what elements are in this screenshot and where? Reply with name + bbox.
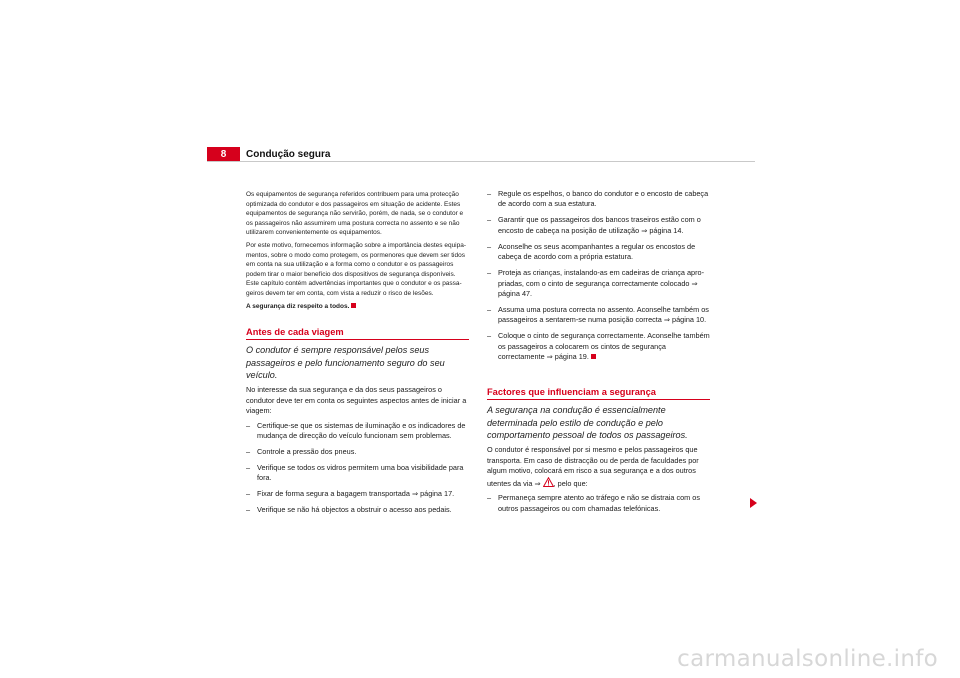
list-item[interactable]: – Garantir que os passageiros dos bancos traseiros estão com o encosto de cabeça na posição de utilização ⇒ página 14.	[487, 215, 710, 236]
left-column	[246, 190, 469, 521]
list-item[interactable]	[487, 331, 710, 362]
checklist-before-trip	[246, 421, 469, 516]
body-text-b: , pelo que:	[553, 478, 588, 488]
list-item[interactable]: – Fixar de forma segura a bagagem transportada ⇒ página 17.	[246, 489, 469, 499]
page-number: 8	[207, 147, 240, 162]
body-text-a: O condutor é responsável por si mesmo e pelos passageiros que transporta. Em caso de distracção ou de perda de faculdades por algum motivo, colocará em risco a sua segurança e a dos outros utentes da via ⇒	[487, 445, 699, 488]
intro-paragraph-1: Os equipamentos de segurança referidos contribuem para uma protecção optimizada do condutor e dos passageiros em situação de acidente. Estes equipamentos de segurança não servirão, porém, de nada, se o condutor e os passageiros não assumirem uma postura correcta no assento e se não utilizarem convenientemente os equipamentos.	[246, 191, 464, 237]
section-lead-safety-factors: A segurança na condução é essencialmente determinada pelo estilo de condução e pelo comportamento pessoal de todos os passageiros.	[487, 405, 688, 441]
list-item: – Verifique se não há objectos a obstruir o acesso aos pedais.	[246, 505, 469, 515]
list-item: – Aconselhe os seus acompanhantes a regular os encostos de cabeça de acordo com a própria estatura.	[487, 242, 710, 263]
list-item[interactable]: – Assuma uma postura correcta no assento. Aconselhe também os passageiros a sentarem-se numa posição correcta ⇒ página 10.	[487, 305, 710, 326]
intro-paragraph-3-text: A segurança diz respeito a todos.	[246, 302, 350, 310]
list-item: – Controle a pressão dos pneus.	[246, 447, 469, 457]
section-title-safety-factors: Factores que influenciam a segurança	[487, 386, 710, 400]
list-item: – Regule os espelhos, o banco do condutor e o encosto de cabeça de acordo com a sua estatura.	[487, 189, 710, 210]
warning-triangle-icon[interactable]	[543, 477, 554, 487]
section-lead-before-trip: O condutor é sempre responsável pelos seus passageiros e pelo funcionamento seguro do seu veículo.	[246, 345, 445, 380]
checklist-continued	[487, 189, 710, 363]
checklist-safety-factors	[487, 493, 710, 514]
list-item-text: Coloque o cinto de segurança correctamente. Aconselhe também os passageiros a colocarem os cintos de segurança correctamente ⇒ página 19.	[498, 331, 710, 362]
section-body-before-trip: No interesse da sua segurança e da dos seus passageiros o condutor deve ter em conta os seguintes aspectos antes de iniciar a viagem:	[246, 385, 467, 416]
list-item[interactable]: – Proteja as crianças, instalando-as em cadeiras de criança apro-priadas, com o cinto de segurança correctamente colocado ⇒ página 47.	[487, 268, 710, 299]
right-column	[487, 189, 710, 520]
end-square-icon	[591, 354, 596, 359]
end-square-icon	[351, 303, 356, 308]
section-title-before-trip: Antes de cada viagem	[246, 326, 469, 340]
section-body-safety-factors	[487, 445, 710, 489]
list-item: – Verifique se todos os vidros permitem uma boa visibilidade para fora.	[246, 463, 469, 484]
next-page-arrow-icon[interactable]	[750, 498, 757, 508]
list-item: – Permaneça sempre atento ao tráfego e não se distraia com os outros passageiros ou com chamadas telefónicas.	[487, 493, 710, 514]
chapter-title: Condução segura	[246, 149, 331, 160]
watermark: carmanualsonline.info	[677, 646, 938, 672]
list-item: – Certifique-se que os sistemas de iluminação e os indicadores de mudança de direcção do veículo funcionam sem problemas.	[246, 421, 469, 442]
intro-paragraph-2: Por este motivo, fornecemos informação sobre a importância destes equipa-mentos, sobre o modo como protegem, os pormenores que devem ser tidos em conta na sua utilização e a forma como o condutor e os passageiros podem tirar o maior benefício dos dispositivos de segurança disponíveis. Este capítulo contém advertências importantes que o condutor e os passa-geiros devem ter em conta, com vista a reduzir o risco de lesões.	[246, 241, 467, 297]
intro-paragraph-3	[246, 302, 469, 312]
header-divider	[207, 161, 755, 162]
